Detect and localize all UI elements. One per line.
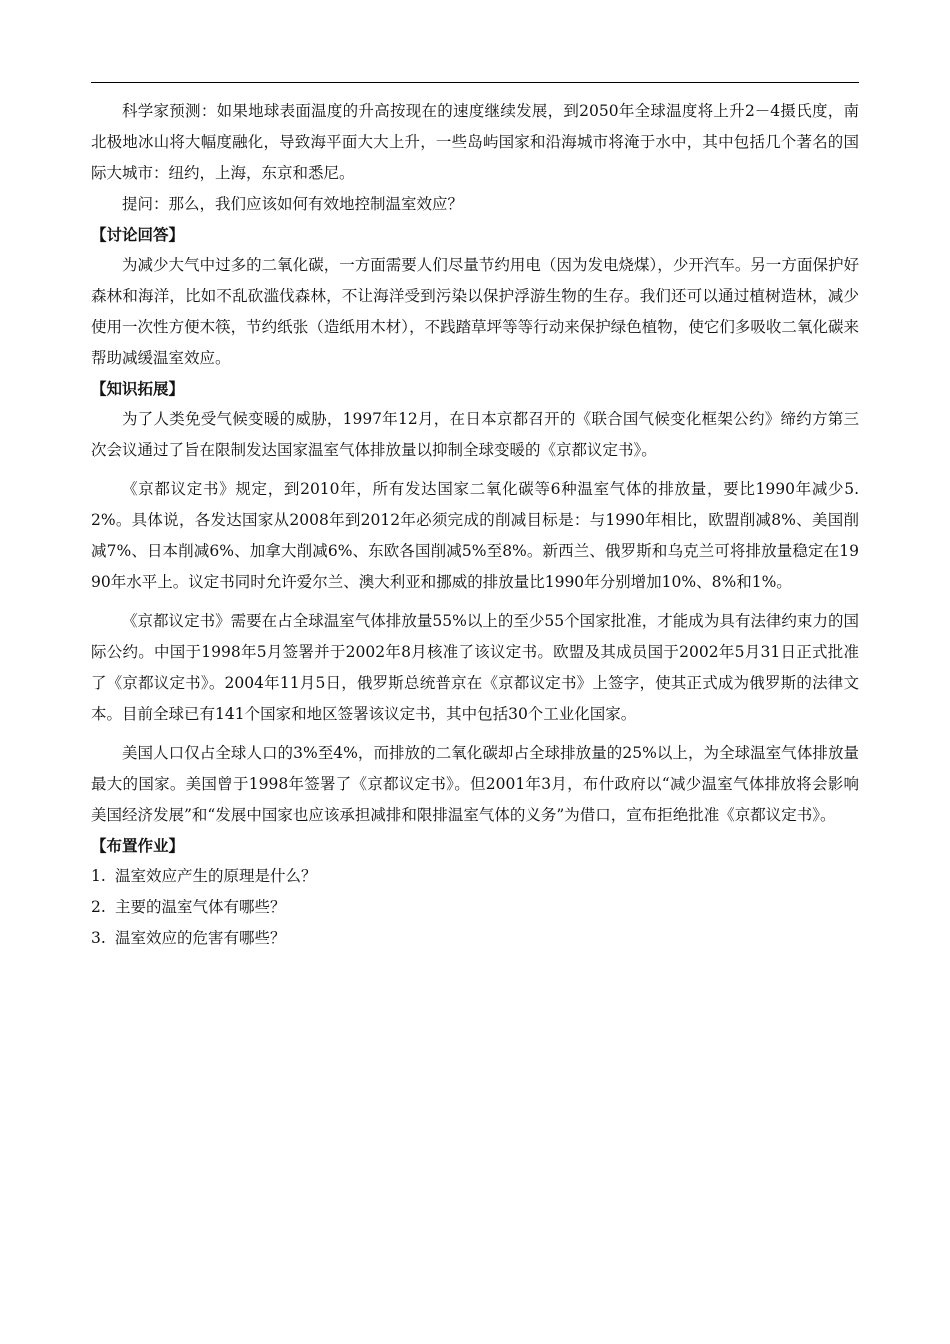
- prediction-paragraph: 科学家预测：如果地球表面温度的升高按现在的速度继续发展，到2050年全球温度将上升2－4摄氏度，南北极地冰山将大幅度融化，导致海平面大大上升，一些岛屿国家和沿海城市将淹于水中，其中包括几个著名的国际大城市：纽约，上海，东京和悉尼。: [91, 102, 859, 182]
- extension-paragraph-2: 《京都议定书》规定，到2010年，所有发达国家二氧化碳等6种温室气体的排放量，要比1990年减少5.2%。具体说，各发达国家从2008年到2012年必须完成的削减目标是：与1990年相比，欧盟削减8%、美国削减7%、日本削减6%、加拿大削减6%、东欧各国削减5%至8%。新西兰、俄罗斯和乌克兰可将排放量稳定在1990年水平上。议定书同时允许爱尔兰、澳大利亚和挪威的排放量比1990年分别增加10%、8%和1%。: [91, 480, 859, 591]
- question-paragraph: 提问：那么，我们应该如何有效地控制温室效应？: [122, 195, 464, 213]
- discussion-heading: 【讨论回答】: [91, 226, 185, 244]
- homework-item-text: 主要的温室气体有哪些？: [115, 898, 286, 916]
- homework-list: [91, 861, 859, 954]
- homework-item: [91, 892, 859, 923]
- discussion-answer-paragraph: 为减少大气中过多的二氧化碳，一方面需要人们尽量节约用电（因为发电烧煤），少开汽车。另一方面保护好森林和海洋，比如不乱砍滥伐森林，不让海洋受到污染以保护浮游生物的生存。我们还可以通过植树造林，减少使用一次性方便木筷，节约纸张（造纸用木材），不践踏草坪等等行动来保护绿色植物，使它们多吸收二氧化碳来帮助减缓温室效应。: [91, 256, 859, 367]
- homework-heading: 【布置作业】: [91, 837, 185, 855]
- homework-item: [91, 923, 859, 954]
- homework-item-number: 2.: [91, 898, 106, 916]
- homework-item-number: 1.: [91, 867, 106, 885]
- homework-item-number: 3.: [91, 929, 106, 947]
- homework-item-text: 温室效应产生的原理是什么？: [115, 867, 317, 885]
- homework-item: [91, 861, 859, 892]
- extension-paragraph-1: 为了人类免受气候变暖的威胁，1997年12月，在日本京都召开的《联合国气候变化框架公约》缔约方第三次会议通过了旨在限制发达国家温室气体排放量以抑制全球变暖的《京都议定书》。: [91, 410, 859, 459]
- header-rule: [91, 82, 859, 83]
- document-body: [91, 96, 859, 954]
- extension-paragraph-3: 《京都议定书》需要在占全球温室气体排放量55%以上的至少55个国家批准，才能成为具有法律约束力的国际公约。中国于1998年5月签署并于2002年8月核准了该议定书。欧盟及其成员国于2002年5月31日正式批准了《京都议定书》。2004年11月5日，俄罗斯总统普京在《京都议定书》上签字，使其正式成为俄罗斯的法律文本。目前全球已有141个国家和地区签署该议定书，其中包括30个工业化国家。: [91, 612, 859, 723]
- extension-paragraph-4: 美国人口仅占全球人口的3%至4%，而排放的二氧化碳却占全球排放量的25%以上，为全球温室气体排放量最大的国家。美国曾于1998年签署了《京都议定书》。但2001年3月，布什政府以“减少温室气体排放将会影响美国经济发展”和“发展中国家也应该承担减排和限排温室气体的义务”为借口，宣布拒绝批准《京都议定书》。: [91, 744, 859, 824]
- extension-heading: 【知识拓展】: [91, 380, 185, 398]
- homework-item-text: 温室效应的危害有哪些？: [115, 929, 286, 947]
